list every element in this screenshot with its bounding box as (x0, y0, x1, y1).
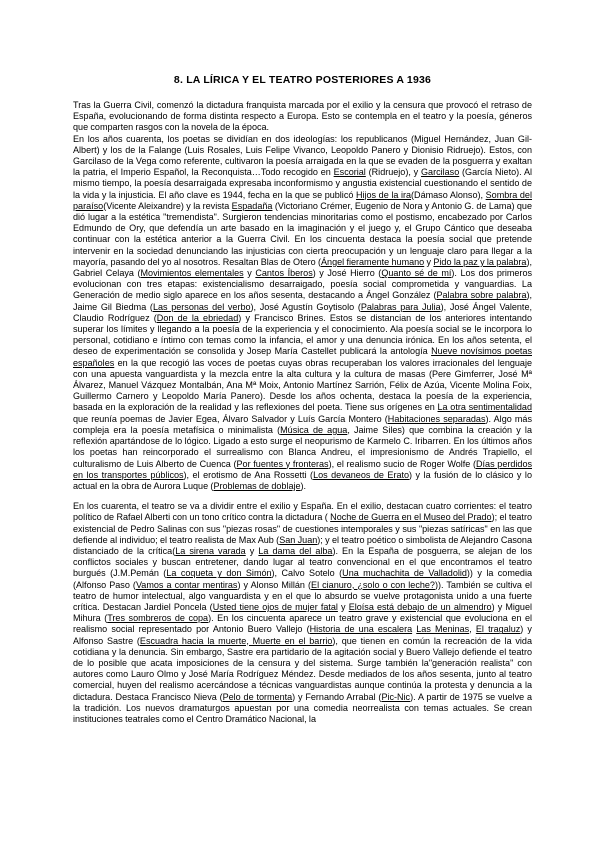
work-title: Escorial (333, 167, 366, 178)
text-run: )). También se cultiva el teatro de humor intelectual, algo vanguardista y en el que lo absurdo se vuelve protagonista unido a una fuerte crítica. Destacan Jardiel Poncela ( (73, 579, 533, 612)
work-title: La coqueta y don Simón (166, 568, 272, 579)
text-run: (Vicente Aleixandre) y la revista (103, 200, 232, 211)
text-run: )) y la comedia (Alfonso Paso ( (73, 568, 532, 590)
work-title: Hijos de la ira (355, 189, 412, 200)
work-title: Por fuentes y fronteras (236, 458, 329, 469)
text-run: ). En los cincuenta aparece un teatro grave y existencial que evoluciona en el realismo social representado por Antonio Buero Vallejo ( (73, 613, 532, 635)
work-title: Los devaneos de Erato (313, 469, 410, 480)
text-run: en la que recogió las voces de poetas cuyas obras recuperaban los valores irracionales del lenguaje con una apuesta vanguardista y la mezcla entre la alta cultura y la cultura de masas (Pere Gimferrer, José Mª Álvarez, Manuel Vázquez Montalbán, Ana Mª Moix, Antonio Martínez Sarrión, Félix de Azúa, Vicente Molina Foix, Guillermo Carnero y Leopoldo María Panero). Desde los años ochenta, destaca la poesía de la experiencia, basada en la exploración de la realidad y las reflexiones del poeta. Tiene sus orígenes en (73, 357, 532, 413)
text-run: que reunía poemas de Javier Egea, Álvaro Salvador y Luís García Montero ( (73, 413, 388, 424)
text-run: ). A partir de 1975 se vuelve a la tradición. Los nuevos dramaturgos apuestan por una comedia neorrealista con temas actuales. Se crean instituciones teatrales como el Centro Dramático Nacional, la (73, 691, 533, 724)
work-title: El cianuro, ¿solo o con leche? (311, 579, 435, 590)
text-run: ), Calvo Sotelo ( (271, 568, 343, 579)
work-title: Escuadra hacia la muerte, Muerte en el barrio (139, 635, 333, 646)
work-title: Don de la ebriedad (156, 312, 239, 323)
work-title: Usted tiene ojos de mujer fatal (212, 601, 338, 612)
work-title: Ángel fieramente humano (321, 256, 425, 267)
work-title: Las Meninas (416, 624, 470, 635)
text-run: Tras la Guerra Civil, comenzó la dictadura franquista marcada por el exilio y la censura que provocó el retraso de España, evolucionando de forma distinta respecto a Europa. Esto se contempla en el teatro y la poesía, géneros que comparten rasgos con la novela de la época. (73, 100, 532, 133)
text-run: (García Nieto). Al mismo tiempo, la poesía desarraigada expresaba inconformismo y angustia existencial cuestionando el sentido de la vida y la injusticia. El año clave es 1944, fecha en la que se publicó (73, 167, 533, 200)
work-title: Historia de una escalera (309, 624, 413, 635)
work-title: San Juan (279, 534, 318, 545)
work-title: Días perdidos en los transportes públicos (73, 458, 532, 480)
text-run: En los años cuarenta, los poetas se dividían en dos ideologías: los republicanos (Miguel Hernández, Juan Gil-Albert) y los de la Falange (Luis Rosales, Luis Felipe Vivanco, Leopoldo Panero y Dionisio Ridruejo). Estos, con Garcilaso de la Vega como referente, cultivaron la poesía arraigada en la que se evaden de la posguerra y exaltan la patria, el Imperio Español, la Reconquista…Todo recogido en (73, 133, 532, 178)
text-run: ) y la fusión de lo clásico y lo actual en la obra de Aurora Luque ( (73, 469, 532, 491)
text-run: ), el erotismo de Ana Rossetti ( (183, 469, 314, 480)
text-run: ) y Alonso Millán ( (237, 579, 312, 590)
work-title: La sirena varada (175, 545, 246, 556)
text-run: ), el realismo sucio de Roger Wolfe ( (328, 458, 476, 469)
text-run: ), José Agustín Goytisolo ( (250, 301, 361, 312)
work-title: El tragaluz (475, 624, 521, 635)
work-title: Sombra del paraíso (73, 189, 532, 211)
text-run: ), Gabriel Celaya ( (73, 256, 532, 279)
text-run: ), José Ángel Valente, Claudio Rodríguez ( (73, 301, 532, 323)
text-run: (Dámaso Alonso), (411, 189, 486, 200)
work-title: Nueve novísimos poetas españoles (73, 346, 532, 368)
work-title: La otra sentimentalidad (437, 402, 532, 413)
text-run: ). En la España de posguerra, se alejan de los conflictos sociales y buscan entretener, dando lugar al teatro convencional en el que encontramos el teatro burgués (J.M.Pemán ( (73, 545, 532, 579)
work-title: Espadaña (231, 200, 273, 211)
work-title: Garcilaso (421, 167, 460, 178)
text-run: y (243, 268, 256, 279)
text-run: ). Algo más compleja era la poesía metafísica o minimalista ( (73, 413, 532, 435)
work-title: La dama del alba (258, 545, 333, 556)
work-title: Una muchachita de Valladolid (342, 568, 467, 579)
work-title: Habitaciones separadas (387, 413, 486, 424)
theatre-paragraph (73, 501, 532, 725)
text-run: y (245, 545, 259, 556)
text-run: ) y Francisco Brines. Estos se distancian de los anteriores intentando superar los límites y llegando a la poesía de la experiencia y el conocimiento. Ala poesía social se le incorpora lo personal, cotidiano e íntimo con temas como la infancia, el amor y una denuncia irónica. En los años setenta, el deseo de experimentación se consolida y Josep María Castellet publicará la antología (73, 312, 532, 357)
text-run: ), Jaime Gil Biedma ( (73, 290, 533, 312)
work-title: Pido la paz y la palabra (433, 256, 527, 267)
text-run: , Jaime Siles) que combina la creación y la reflexión apartándose de lo lógico. Ligado a esto surge el neopurismo de Karmelo C. Iribarren. En los últimos años los poetas han reincorporado el surrealismo con Blanca Andreu, el impresionismo de Andrés Trapiello, el culturalismo de Luis Alberto de Cuenca ( (73, 424, 532, 469)
work-title: Quanto sé de mí (381, 268, 452, 279)
text-run: y (337, 601, 349, 612)
work-title: Vamos a contar mentiras (135, 579, 238, 590)
work-title: Problemas de doblaje (213, 480, 301, 491)
work-title: Cantos Íberos (255, 268, 313, 279)
work-title: Palabra sobre palabra (436, 290, 527, 301)
work-title: Pic-Nic (381, 691, 411, 702)
work-title: Noche de Guerra en el Museo del Prado (330, 512, 492, 523)
work-title: Pelo de tormenta (222, 691, 293, 702)
work-title: Eloísa está debajo de un almendro (348, 601, 492, 612)
text-run: ); el teatro existencial de Pedro Salinas con sus "piezas rosas" de cuestiones intemporales y sus "piezas satíricas" en las que defiende al individuo; el teatro realista de Max Aub ( (73, 512, 532, 545)
intro-paragraph (73, 100, 532, 134)
work-title: Las personas del verbo (152, 301, 251, 312)
text-run: En los cuarenta, el teatro se va a dividir entre el exilio y España. En el exilio, destacan cuatro corrientes: el teatro político de Rafael Alberti con un tono crítico contra la dictadura ( (73, 501, 532, 523)
text-run: (Victoriano Crémer, Eugenio de Nora y Antonio G. de Lama) que dió lugar a la estética "tremendista". Surgieron tendencias minoritarias como el postismo, encabezado por Carlos Edmundo de Ory, que defendía un arte basado en la imaginación y el juego y, el Grupo Cántico que deseaba continuar con la estética anterior a la Guerra Civil. En los cincuenta destaca la poesía social que pretende intervenir en la sociedad denunciando las injusticias con cierta preocupación y un lenguaje claro para llegar a la mayoría, pasando del yo al nosotros. Resaltan Blas de Otero ( (73, 200, 532, 267)
text-run: ), que tienen en común la recreación de la vida cotidiana y la denuncia. Sin embargo, Sastre era partidario de la agitación social y Buero Vallejo defiende el teatro de lo posible que acata imposiciones de la censura y del sistema. Surge también la"generación realista" con autores como Lauro Olmo y José María Rodríguez Méndez. Desde mediados de los años sesenta, junto al teatro comercial, huyen del realismo acercándose a técnicas vanguardistas aunque continúa la protesta y denuncia a la dictadura. Destaca Francisco Nieva ( (73, 635, 532, 702)
text-run: y (424, 256, 434, 267)
text-run: ) y José Hierro ( (312, 268, 382, 279)
text-run: ) y Miguel Mihura ( (73, 601, 532, 624)
lyric-paragraph (73, 134, 532, 493)
text-run: ). (300, 480, 307, 491)
text-run: , (469, 624, 476, 635)
work-title: Música de agua (280, 424, 348, 435)
text-run: ). Los dos primeros evolucionan con tres etapas: existencialismo desarraigado, poesía social comprometida y vanguardias. La Generación de medio siglo aparece en los años sesenta, destacando a Ángel González ( (73, 268, 533, 301)
text-run: ); y el teatro poético o simbolista de Alejandro Casona distanciado de la crítica( (73, 534, 532, 556)
work-title: Palabras para Julia (360, 301, 441, 312)
text-run: ) y Alfonso Sastre ( (73, 624, 532, 646)
text-run: (Ridruejo), y (365, 167, 422, 178)
work-title: Tres sombreros de copa (107, 613, 209, 624)
document-title: 8. LA LÍRICA Y EL TEATRO POSTERIORES A 1936 (173, 74, 432, 86)
text-run: ) y Fernando Arrabal ( (292, 691, 382, 702)
work-title: Movimientos elementales (140, 268, 244, 279)
